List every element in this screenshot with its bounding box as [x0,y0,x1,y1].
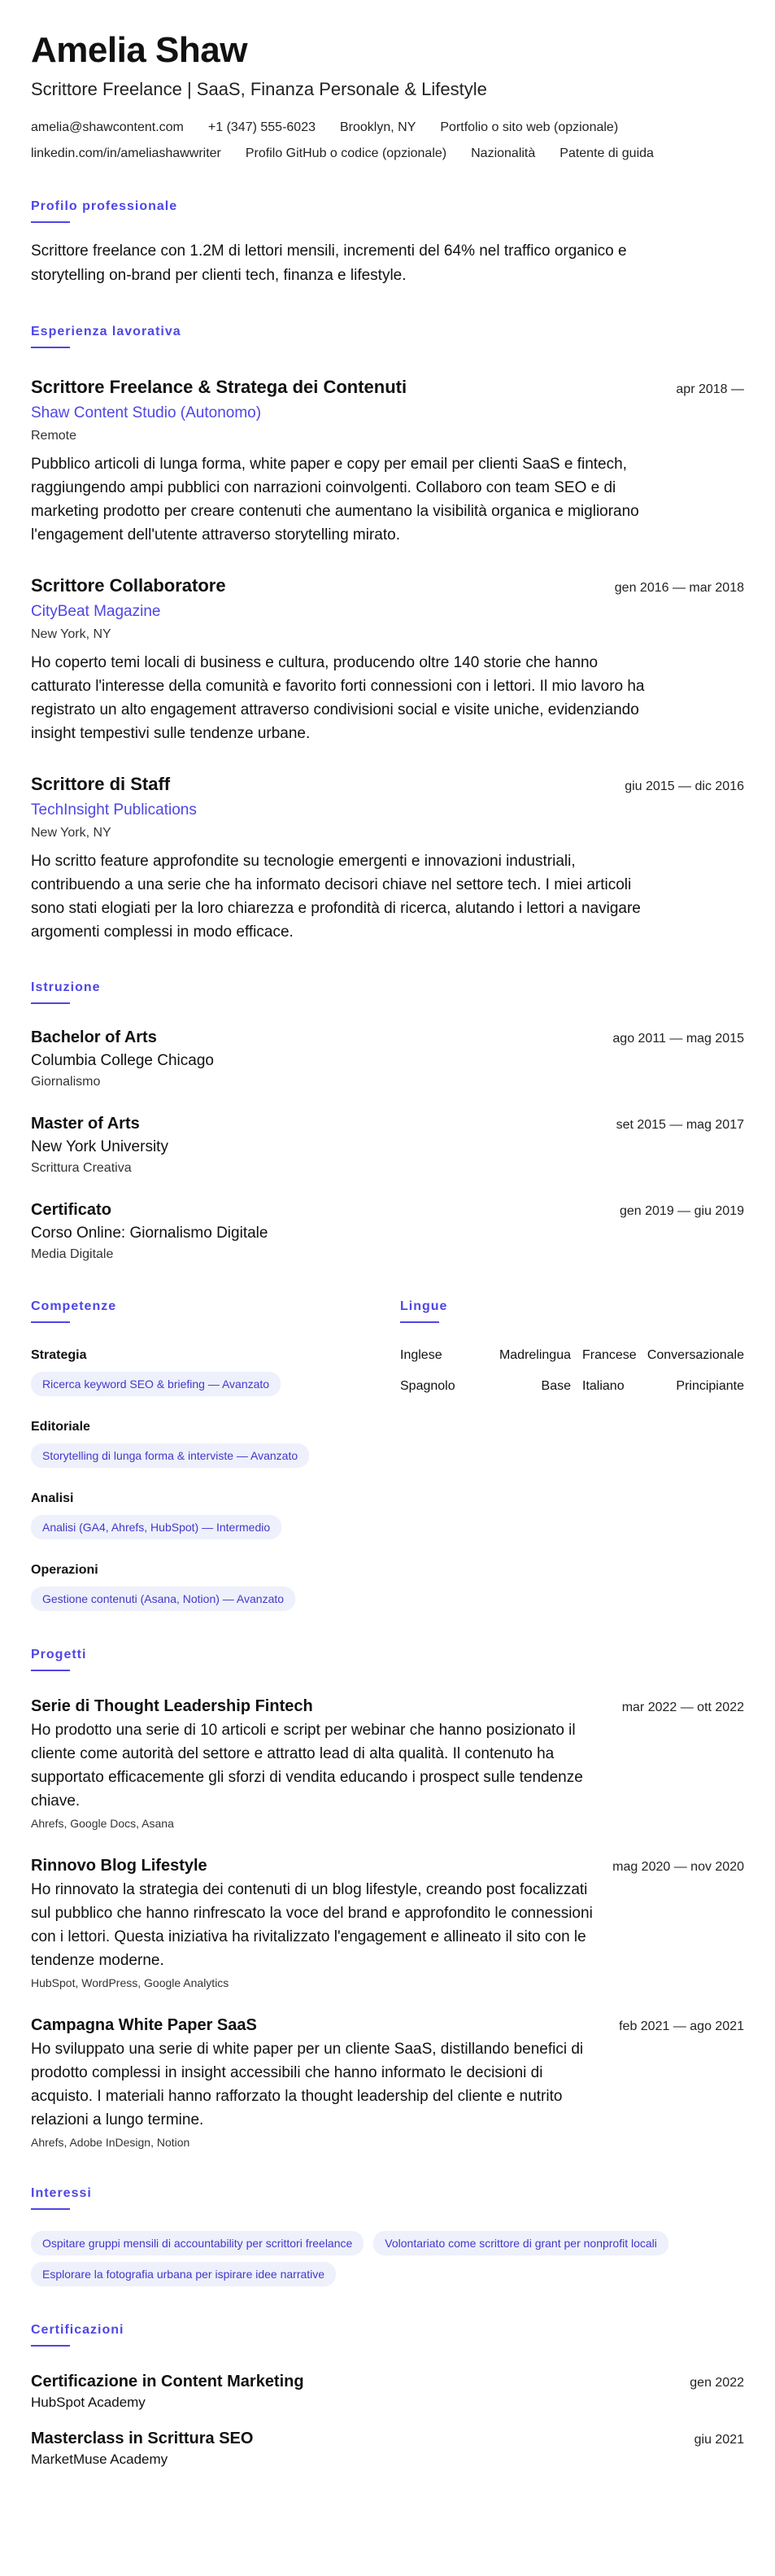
interest-pill: Esplorare la fotografia urbana per ispirare idee narrative [31,2262,336,2286]
skill-pill: Gestione contenuti (Asana, Notion) — Avanzato [31,1587,295,1611]
job-title: Scrittore di Staff [31,774,171,794]
languages-section [400,1299,744,1611]
skill-category: Analisi [31,1491,74,1505]
skill-category: Editoriale [31,1420,90,1434]
certification-date: gen 2022 [690,2376,744,2390]
job-location: New York, NY [31,627,111,641]
education-school: Corso Online: Giornalismo Digitale [31,1225,268,1242]
language-row [400,1347,744,1364]
languages-table [400,1347,744,1395]
contact-nationality: Nazionalità [471,146,536,160]
contact-github[interactable]: Profilo GitHub o codice (opzionale) [245,146,447,160]
project-description: Ho prodotto una serie di 10 articoli e script per webinar che hanno posizionato il cliente come autorità del settore e attratto lead di alta qualità. Il contenuto ha supportato efficacemente gli sforzi di vendita educando i prospect sulle tendenze chiave. [31,1722,583,1810]
certification-title: Masterclass in Scrittura SEO [31,2430,254,2447]
skills-languages-row [31,1299,744,1611]
interests-section [31,2185,744,2286]
section-divider [31,221,70,223]
job-company: TechInsight Publications [31,801,197,819]
job-title: Scrittore Freelance & Stratega dei Contenuti [31,377,407,397]
project-title: Campagna White Paper SaaS [31,2016,257,2034]
contact-location: Brooklyn, NY [340,120,416,134]
job-location: New York, NY [31,826,111,840]
education-dates: gen 2019 — giu 2019 [619,1204,744,1218]
skill-pill: Storytelling di lunga forma & interviste — Avanzato [31,1443,309,1468]
contact-license: Patente di guida [559,146,654,160]
section-title: Certificazioni [31,2323,124,2337]
contact-email[interactable]: amelia@shawcontent.com [31,120,184,134]
project-tools: Ahrefs, Google Docs, Asana [31,1817,174,1830]
language-level: Base [541,1379,571,1393]
project-dates: mag 2020 — nov 2020 [612,1860,744,1874]
skill-category: Operazioni [31,1563,98,1577]
profile-summary: Scrittore freelance con 1.2M di lettori mensili, incrementi del 64% nel traffico organico e storytelling on-brand per clienti tech, finanza e lifestyle. [31,242,627,284]
language-row [400,1378,744,1395]
projects-section [31,1647,744,2150]
project-entry [31,1855,744,1990]
contact-phone[interactable]: +1 (347) 555-6023 [207,120,316,134]
contact-list [31,119,747,163]
project-title: Serie di Thought Leadership Fintech [31,1697,313,1715]
skills-section [31,1299,400,1611]
education-entry [31,1199,744,1263]
section-divider [400,1321,439,1323]
project-dates: feb 2021 — ago 2021 [619,2019,744,2033]
language-name: Inglese [400,1348,442,1362]
project-tools: HubSpot, WordPress, Google Analytics [31,1976,229,1989]
education-degree: Certificato [31,1201,111,1219]
section-divider [31,2345,70,2347]
project-entry [31,2015,744,2150]
language-level: Madrelingua [499,1348,571,1362]
skill-pill: Analisi (GA4, Ahrefs, HubSpot) — Intermedio [31,1515,281,1539]
section-divider [31,1670,70,1671]
contact-portfolio[interactable]: Portfolio o sito web (opzionale) [440,120,619,134]
section-title: Esperienza lavorativa [31,325,181,338]
education-dates: set 2015 — mag 2017 [616,1118,744,1132]
certification-issuer: MarketMuse Academy [31,2452,168,2467]
section-title: Istruzione [31,980,101,994]
section-divider [31,347,70,348]
section-title: Profilo professionale [31,199,178,213]
section-divider [31,2208,70,2210]
language-name: Francese [582,1348,637,1362]
education-school: Columbia College Chicago [31,1052,214,1069]
job-description: Ho scritto feature approfondite su tecnologie emergenti e innovazioni industriali, contribuendo a una serie che ha informato decisori chiave nel settore tech. I miei articoli sono stati elogiati per la loro chiarezza e profondità di ricerca, alutando i lettori a navigare argomenti complessi in modo efficace. [31,853,641,941]
education-degree: Bachelor of Arts [31,1028,157,1046]
headline: Scrittore Freelance | SaaS, Finanza Personale & Lifestyle [31,79,487,99]
education-field: Media Digitale [31,1247,114,1261]
job-location: Remote [31,429,77,443]
certification-title: Certificazione in Content Marketing [31,2373,304,2390]
job-description: Pubblico articoli di lunga forma, white paper e copy per email per clienti SaaS e fintech, raggiungendo ampi pubblici con narrazioni coinvolgenti. Collaboro con team SEO e di marketing prodotto per creare contenuti che aumentano la visibilità organica e migliorano l'engagement dell'utente attraverso storytelling mirato. [31,456,639,544]
skill-pill: Ricerca keyword SEO & briefing — Avanzato [31,1372,281,1396]
project-description: Ho rinnovato la strategia dei contenuti di un blog lifestyle, creando post focalizzati sul pubblico che hanno rinfrescato la voce del brand e approfondito le connessioni con i lettori. Questa iniziativa ha rivitalizzato l'engagement e allineato il sito con le tendenze moderne. [31,1881,593,1969]
project-tools: Ahrefs, Adobe InDesign, Notion [31,2136,190,2149]
project-dates: mar 2022 — ott 2022 [621,1701,744,1714]
education-entry [31,1113,744,1177]
job-entry [31,574,744,745]
project-title: Rinnovo Blog Lifestyle [31,1857,207,1875]
contact-linkedin[interactable]: linkedin.com/in/ameliashawwriter [31,146,221,160]
profile-section [31,199,744,288]
section-title: Lingue [400,1299,448,1313]
project-entry [31,1696,744,1831]
language-name: Spagnolo [400,1379,455,1393]
section-title: Progetti [31,1648,87,1661]
education-school: New York University [31,1138,168,1155]
section-divider [31,1321,70,1323]
experience-section [31,324,744,944]
education-section [31,980,744,1263]
job-company: Shaw Content Studio (Autonomo) [31,404,262,421]
certification-entry [31,2371,744,2412]
section-title: Competenze [31,1299,117,1313]
job-dates: gen 2016 — mar 2018 [614,581,744,595]
interest-pill: Volontariato come scrittore di grant per nonprofit locali [373,2231,668,2255]
language-level: Conversazionale [647,1348,744,1362]
education-dates: ago 2011 — mag 2015 [612,1032,744,1046]
job-entry [31,376,744,547]
job-description: Ho coperto temi locali di business e cultura, producendo oltre 140 storie che hanno catturato l'interesse della comunità e favorito forti connessioni con i lettori. Il mio lavoro ha registrato un alto engagement attraverso condivisioni social e visite uniche, evidenziando insight tempestivi sulle tendenze urbane. [31,654,645,742]
job-dates: giu 2015 — dic 2016 [625,779,744,793]
education-degree: Master of Arts [31,1115,140,1133]
job-company: CityBeat Magazine [31,603,161,620]
job-entry [31,773,744,944]
skill-category: Strategia [31,1348,87,1362]
certification-issuer: HubSpot Academy [31,2395,146,2410]
job-dates: apr 2018 — [676,382,744,396]
interest-pill: Ospitare gruppi mensili di accountability per scrittori freelance [31,2231,364,2255]
education-entry [31,1027,744,1090]
certification-entry [31,2428,744,2469]
language-name: Italiano [582,1379,625,1393]
certifications-section [31,2322,744,2469]
candidate-name: Amelia Shaw [31,30,247,70]
education-field: Scrittura Creativa [31,1161,132,1175]
education-field: Giornalismo [31,1075,101,1089]
certification-date: giu 2021 [694,2433,744,2447]
interests-list [31,2231,747,2286]
section-title: Interessi [31,2186,92,2200]
language-level: Principiante [676,1379,744,1393]
section-divider [31,1002,70,1004]
job-title: Scrittore Collaboratore [31,575,226,596]
project-description: Ho sviluppato una serie di white paper per un cliente SaaS, distillando benefici di prodotto complessi in insight accessibili che hanno informato le decisioni di acquisto. I materiali hanno rafforzato la thought leadership del cliente e nutrito relazioni a lungo termine. [31,2041,584,2128]
